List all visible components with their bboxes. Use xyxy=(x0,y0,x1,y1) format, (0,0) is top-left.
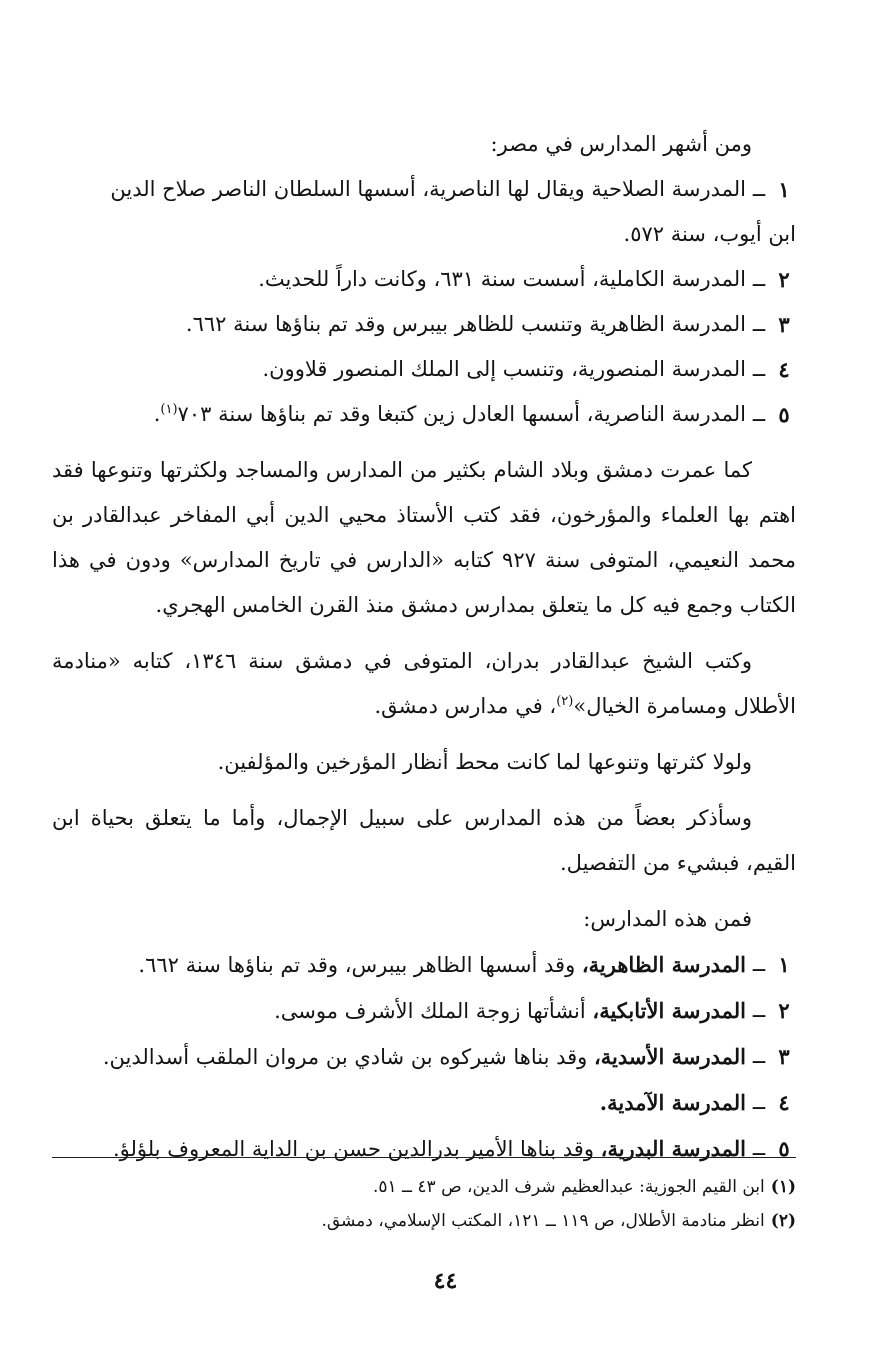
list-item xyxy=(52,302,796,347)
item-tail: . xyxy=(153,402,161,426)
item-continuation: ابن أيوب، سنة ٥٧٢. xyxy=(623,222,796,246)
list-item xyxy=(52,1034,796,1080)
paragraph-lawla: ولولا كثرتها وتنوعها لما كانت محط أنظار المؤرخين والمؤلفين. xyxy=(217,750,752,774)
list-item xyxy=(52,988,796,1034)
item-dash: ــ xyxy=(752,177,766,201)
item-number: ٣ xyxy=(778,1044,790,1069)
item-number: ١ xyxy=(778,952,790,977)
school-description: وقد بناها شيركوه بن شادي بن مروان الملقب أسدالدين. xyxy=(102,1045,594,1069)
item-dash: ــ xyxy=(752,1090,766,1114)
egypt-schools-list xyxy=(52,167,796,437)
item-dash: ــ xyxy=(752,1044,766,1068)
footnote-divider xyxy=(52,1157,796,1158)
damascus-schools-list xyxy=(52,942,796,1172)
item-dash: ــ xyxy=(752,312,766,336)
paragraph-damascus: كما عمرت دمشق وبلاد الشام بكثير من المدارس والمساجد ولكثرتها وتنوعها فقد اهتم بها العلماء والمؤرخون، فقد كتب الأستاذ محيي الدين أبي المفاخر عبدالقادر بن محمد النعيمي، المتوفى سنة ٩٢٧ كتابه «الدارس في تاريخ المدارس» ودون في هذا الكتاب وجمع فيه كل ما يتعلق بمدارس دمشق منذ القرن الخامس الهجري. xyxy=(52,458,796,617)
item-text: المدرسة الظاهرية وتنسب للظاهر بيبرس وقد تم بناؤها سنة ٦٦٢. xyxy=(185,312,746,336)
paragraph-badran xyxy=(52,639,796,729)
school-name: المدرسة البدرية، xyxy=(600,1136,746,1161)
item-dash: ــ xyxy=(752,952,766,976)
school-description: وقد أسسها الظاهر بيبرس، وقد تم بناؤها سنة ٦٦٢. xyxy=(138,953,582,977)
item-text xyxy=(52,988,746,1034)
school-name: المدرسة الظاهرية، xyxy=(581,952,746,977)
list-item xyxy=(52,167,796,257)
footnote-ref-2[interactable]: (٢) xyxy=(556,694,574,709)
footnote-text: ابن القيم الجوزية: عبدالعظيم شرف الدين، ص ٤٣ ــ ٥١. xyxy=(372,1177,765,1197)
footnote-2 xyxy=(52,1204,796,1238)
item-text xyxy=(52,1034,746,1080)
item-number: ١ xyxy=(778,177,790,202)
item-dash: ــ xyxy=(752,402,766,426)
main-text xyxy=(52,122,796,1172)
item-text xyxy=(52,942,746,988)
item-number: ٥ xyxy=(778,402,790,427)
paragraph-sa-adhkur: وسأذكر بعضاً من هذه المدارس على سبيل الإجمال، وأما ما يتعلق بحياة ابن القيم، فبشيء من التفصيل. xyxy=(52,806,796,875)
item-dash: ــ xyxy=(752,357,766,381)
page-number: ٤٤ xyxy=(433,1268,458,1294)
item-text xyxy=(52,1080,746,1126)
item-text xyxy=(52,1126,746,1172)
list-item xyxy=(52,347,796,392)
item-line: المدرسة الناصرية، أسسها العادل زين كتبغا وقد تم بناؤها سنة ٧٠٣ xyxy=(177,402,746,426)
item-number: ٢ xyxy=(778,267,790,292)
list-item xyxy=(52,1080,796,1126)
footnote-1 xyxy=(52,1170,796,1204)
footnote-number: (٢) xyxy=(770,1211,796,1231)
list-item xyxy=(52,392,796,437)
footnote-ref-1[interactable]: (١) xyxy=(160,402,178,417)
paragraph-badran-tail: ، في مدارس دمشق. xyxy=(374,694,557,718)
item-text: المدرسة المنصورية، وتنسب إلى الملك المنصور قلاوون. xyxy=(262,357,746,381)
item-dash: ــ xyxy=(752,998,766,1022)
item-text xyxy=(52,392,746,437)
school-name: المدرسة الآمدية. xyxy=(599,1090,746,1115)
item-dash: ــ xyxy=(752,1136,766,1160)
list-item xyxy=(52,1126,796,1172)
list-item xyxy=(52,257,796,302)
footnotes xyxy=(52,1170,796,1238)
school-description: أنشأتها زوجة الملك الأشرف موسى. xyxy=(274,999,593,1023)
intro-egypt: ومن أشهر المدارس في مصر: xyxy=(490,132,752,156)
school-description: وقد بناها الأمير بدرالدين حسن بن الداية المعروف بلؤلؤ. xyxy=(112,1137,601,1161)
list-item xyxy=(52,942,796,988)
item-number: ٢ xyxy=(778,998,790,1023)
item-number: ٥ xyxy=(778,1136,790,1161)
item-line: المدرسة الصلاحية ويقال لها الناصرية، أسسها السلطان الناصر صلاح الدين xyxy=(110,177,746,201)
item-text: المدرسة الكاملية، أسست سنة ٦٣١، وكانت داراً للحديث. xyxy=(258,267,746,291)
item-number: ٣ xyxy=(778,312,790,337)
intro-these-schools: فمن هذه المدارس: xyxy=(583,907,752,931)
school-name: المدرسة الأسدية، xyxy=(593,1044,746,1069)
item-dash: ــ xyxy=(752,267,766,291)
footnote-number: (١) xyxy=(770,1177,796,1197)
footnote-text: انظر منادمة الأطلال، ص ١١٩ ــ ١٢١، المكتب الإسلامي، دمشق. xyxy=(321,1211,765,1231)
paragraph-badran-text: وكتب الشيخ عبدالقادر بدران، المتوفى في دمشق سنة ١٣٤٦، كتابه «منادمة الأطلال ومسامرة الخيال» xyxy=(52,649,796,718)
item-number: ٤ xyxy=(778,357,790,382)
school-name: المدرسة الأتابكية، xyxy=(592,998,746,1023)
item-number: ٤ xyxy=(778,1090,790,1115)
